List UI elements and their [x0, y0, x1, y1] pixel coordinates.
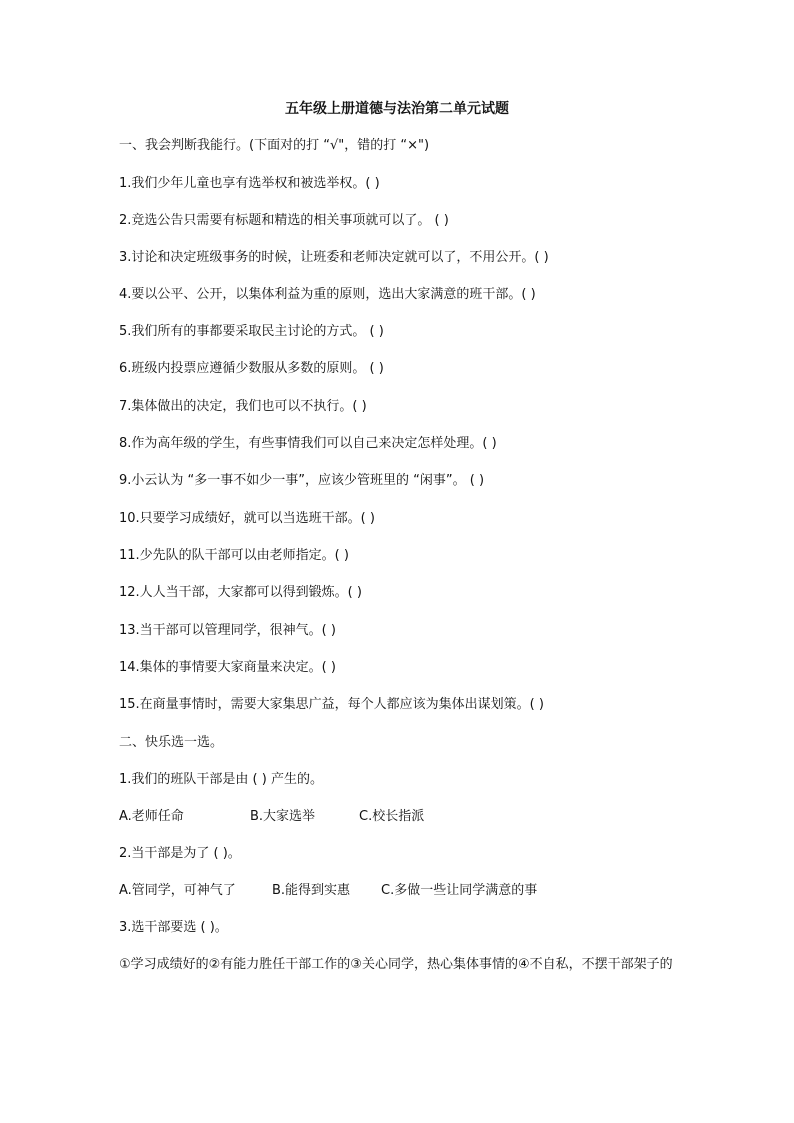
judgment-item-4: 4.要以公平、公开，以集体利益为重的原则，选出大家满意的班干部。( ) — [119, 287, 536, 302]
judgment-item-12: 12.人人当干部，大家都可以得到锻炼。( ) — [119, 585, 362, 600]
choice-1-option-c: C.校长指派 — [359, 809, 425, 824]
judgment-item-3: 3.讨论和决定班级事务的时候，让班委和老师决定就可以了，不用公开。( ) — [119, 250, 549, 265]
choice-2-option-a: A.管同学，可神气了 — [119, 883, 236, 898]
judgment-item-15: 15.在商量事情时，需要大家集思广益，每个人都应该为集体出谋划策。( ) — [119, 697, 544, 712]
page-title: 五年级上册道德与法治第二单元试题 — [285, 101, 509, 117]
judgment-item-13: 13.当干部可以管理同学，很神气。( ) — [119, 623, 336, 638]
judgment-item-10: 10.只要学习成绩好，就可以当选班干部。( ) — [119, 511, 375, 526]
judgment-item-9: 9.小云认为 “多一事不如少一事”，应该少管班里的 “闲事”。 ( ) — [119, 473, 485, 488]
choice-question-3: 3.选干部要选 ( )。 — [119, 920, 228, 935]
choice-2-option-b: B.能得到实惠 — [272, 883, 351, 898]
choice-1-option-a: A.老师任命 — [119, 809, 184, 824]
judgment-item-11: 11.少先队的队干部可以由老师指定。( ) — [119, 548, 349, 563]
choice-3-options: ①学习成绩好的②有能力胜任干部工作的③关心同学，热心集体事情的④不自私，不摆干部架子的 — [119, 957, 673, 972]
choice-2-option-c: C.多做一些让同学满意的事 — [381, 883, 538, 898]
judgment-item-1: 1.我们少年儿童也享有选举权和被选举权。( ) — [119, 176, 380, 191]
choice-question-2: 2.当干部是为了 ( )。 — [119, 846, 241, 861]
judgment-item-5: 5.我们所有的事都要采取民主讨论的方式。 ( ) — [119, 324, 384, 339]
judgment-item-7: 7.集体做出的决定，我们也可以不执行。( ) — [119, 399, 367, 414]
judgment-item-8: 8.作为高年级的学生，有些事情我们可以自己来决定怎样处理。( ) — [119, 436, 497, 451]
judgment-item-6: 6.班级内投票应遵循少数服从多数的原则。 ( ) — [119, 361, 384, 376]
section2-heading: 二、快乐选一选。 — [119, 735, 224, 750]
choice-1-option-b: B.大家选举 — [250, 809, 316, 824]
choice-question-1: 1.我们的班队干部是由 ( ) 产生的。 — [119, 772, 323, 787]
judgment-item-14: 14.集体的事情要大家商量来决定。( ) — [119, 660, 336, 675]
judgment-item-2: 2.竞选公告只需要有标题和精选的相关事项就可以了。 ( ) — [119, 213, 449, 228]
section1-heading: 一、我会判断我能行。(下面对的打 “√"，错的打 “×") — [119, 138, 430, 153]
